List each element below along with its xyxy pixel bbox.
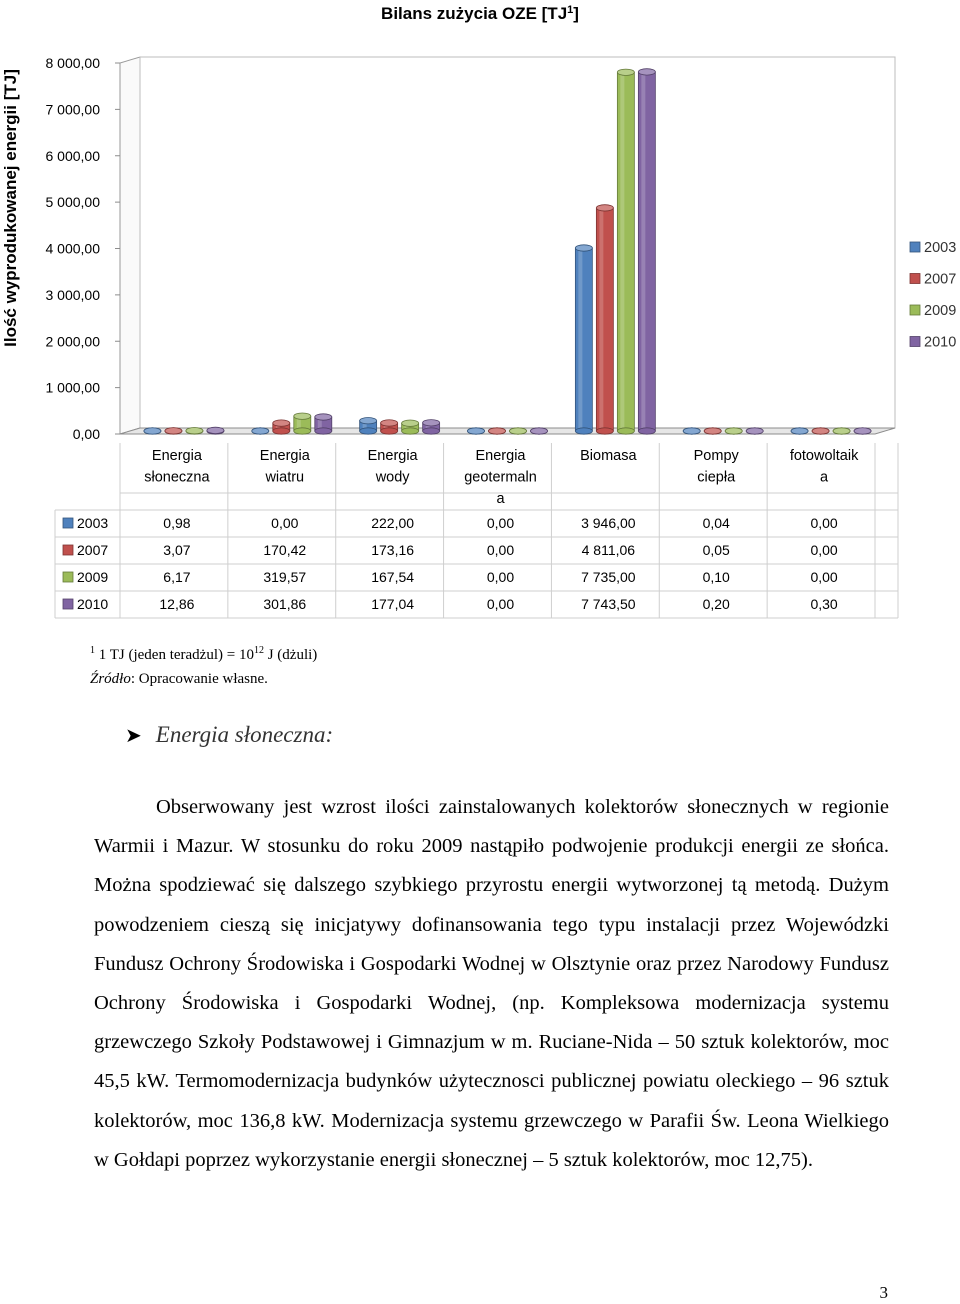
footnote-text-a: 1 TJ (jeden teradżul) = 10 [95,647,254,663]
table-row-label: 2010 [77,596,109,612]
bar [833,428,850,434]
bar [207,427,224,434]
table-cell: 167,54 [371,569,415,585]
table-cell: 7 735,00 [581,569,636,585]
bar [531,428,548,434]
table-cell: 170,42 [263,542,307,558]
table-cell: 0,00 [486,569,515,585]
table-cell: 319,57 [263,569,307,585]
bar [273,420,290,434]
table-cell: 0,98 [163,515,191,531]
source-text: : Opracowanie własne. [130,671,268,687]
bar [638,69,655,435]
table-cell: 3,07 [163,542,191,558]
y-tick-label: 1 000,00 [45,379,100,396]
table-cell: 0,00 [271,515,299,531]
category-label: Energia geotermaln a [464,448,537,507]
legend-swatch [910,242,920,252]
legend-swatch [910,337,920,347]
table-cell: 0,00 [810,569,838,585]
y-tick-label: 7 000,00 [45,101,100,118]
table-cell: 177,04 [371,596,415,612]
bar [402,420,419,434]
bar [315,414,332,434]
table-cell: 0,00 [486,542,515,558]
bar [812,428,829,434]
table-cell: 0,20 [702,596,730,612]
table-legend-swatch [63,518,73,528]
bar [489,428,506,434]
category-label: Energia słoneczna [144,448,210,486]
bar [596,205,613,435]
y-tick-label: 0,00 [72,426,100,442]
chart-title: Bilans zużycia OZE $[TJ^1]$ [381,4,579,23]
bar [165,428,182,435]
page-number: 3 [879,1283,888,1302]
bar [144,428,161,434]
table-cell: 0,05 [702,542,730,558]
footnote-exponent: 12 [253,645,264,656]
table-cell: 0,04 [702,515,730,531]
y-tick-label: 6 000,00 [45,147,100,164]
table-cell: 301,86 [263,596,307,612]
table-cell: 7 743,50 [581,596,636,612]
footnote-text-b: J (dżuli) [263,647,318,663]
bar [854,428,871,434]
section-heading-text: Energia słoneczna: [155,722,334,747]
table-row-label: 2009 [77,569,109,585]
footnote-marker: 1 [90,645,95,656]
legend-swatch [910,305,920,315]
table-legend-swatch [63,599,73,609]
legend-entry: 2003 [924,240,957,256]
bar [704,428,721,434]
bar [683,428,700,434]
table-cell: 0,00 [810,515,838,531]
chart [0,0,960,630]
bullet-arrow-icon: ➤ [125,724,142,747]
table-cell: 0,30 [810,596,838,612]
bar [725,428,742,434]
bar [186,428,203,435]
bar [294,413,311,434]
y-tick-label: 4 000,00 [45,240,100,257]
table-legend-swatch [63,572,73,582]
bar [617,69,634,434]
footnote-source [90,671,268,688]
legend-swatch [910,274,920,284]
category-label: Energia wody [367,448,418,486]
category-label: fotowoltaik a [789,448,859,486]
section-body: Obserwowany jest wzrost ilości zainstalowanych kolektorów słonecznych w regionie Warmii i Mazur. W stosunku do roku 2009 nastąpiło podwojenie produkcji energii ze słońca. Można spodziewać się dalszego szybkiego przyrostu energii wytworzonej tą metodą. Dużym powodzeniem cieszą się inicjatywy dofinansowania tego typu instalacji przez Wojewódzki Fundusz Ochrony Środowiska i Gospodarki Wodnej w Olsztynie oraz przez Narodowy Fundusz Ochrony Środowiska i Gospodarki Wodnej, (np. Kompleksowa modernizacja systemu grzewczego Szkoły Podstawowej i Gimnazjum w m. Ruciane-Nida – 50 sztuk kolektorów, moc 45,5 kW. Termomodernizacja budynków użytecznosci publicznej powiatu oleckiego – 96 sztuk kolektorów, moc 136,8 kW. Modernizacja systemu grzewczego w Parafii Św. Leona Wielkiego w Gołdapi poprzez wykorzystanie energii słonecznej – 5 sztuk kolektorów, moc 12,75). [94,796,889,1171]
table-row-label: 2007 [77,542,109,558]
bar [791,428,808,434]
chart-floor [120,428,895,434]
category-label: Biomasa [580,448,637,464]
bar [510,428,527,434]
table-cell: 173,16 [371,542,415,558]
bar-chart-svg [0,0,960,630]
legend-entry: 2009 [924,303,957,319]
table-cell: 0,00 [486,596,515,612]
y-tick-label: 8 000,00 [45,55,100,71]
legend-entry: 2007 [924,271,957,288]
table-legend-swatch [63,545,73,555]
bar [468,428,485,434]
y-tick-label: 2 000,00 [45,333,100,350]
side-wall [120,57,140,434]
y-tick-label: 3 000,00 [45,286,100,303]
table-cell: 12,86 [159,596,195,612]
y-axis-label: Ilość wyprodukowanej energii [TJ] [1,69,20,347]
bar [252,428,269,434]
bar [381,420,398,434]
table-row-label: 2003 [77,515,109,531]
table-cell: 222,00 [371,515,415,531]
bar [575,245,592,434]
footnote-unit [90,645,317,664]
bar [360,418,377,435]
legend-entry: 2010 [924,334,957,351]
category-label: Pompy ciepła [693,448,739,486]
category-label: Energia wiatru [259,448,310,486]
table-cell: 4 811,06 [581,542,636,558]
table-cell: 0,10 [702,569,730,585]
section-heading [125,722,333,748]
table-cell: 3 946,00 [581,515,636,531]
bar [746,428,763,434]
source-label: Źródło [90,671,131,687]
bar [423,420,440,435]
back-wall [140,57,895,428]
table-cell: 0,00 [486,515,515,531]
table-cell: 6,17 [163,569,191,585]
y-tick-label: 5 000,00 [45,194,100,211]
table-cell: 0,00 [810,542,838,558]
